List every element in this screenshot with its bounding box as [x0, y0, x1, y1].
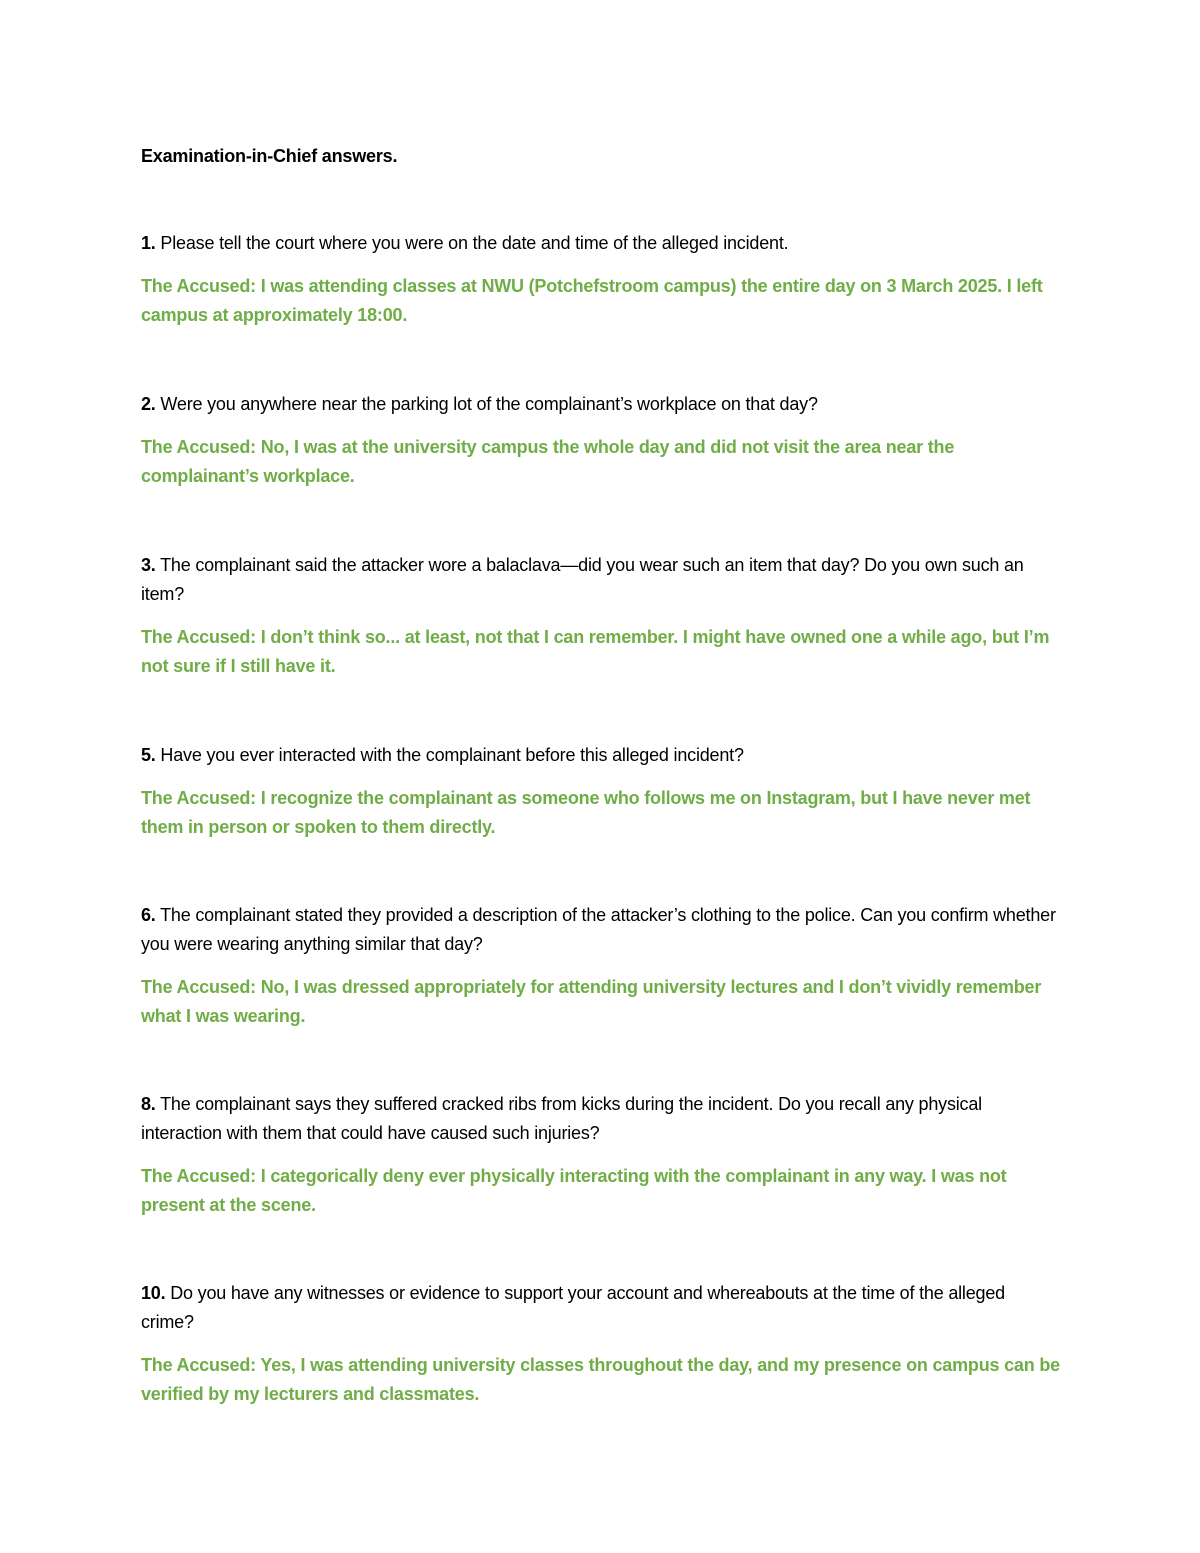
question-6: [141, 901, 1061, 959]
answer-5: The Accused: I recognize the complainant as someone who follows me on Instagram, but I have never met them in person or spoken to them directly.: [141, 788, 1031, 837]
document-title: Examination-in-Chief answers.: [141, 146, 398, 166]
qa-item-2: [141, 390, 1061, 491]
question-text: Have you ever interacted with the complainant before this alleged incident?: [155, 745, 744, 765]
qa-item-8: [141, 1090, 1061, 1220]
answer-2: The Accused: No, I was at the university campus the whole day and did not visit the area near the complainant’s workplace.: [141, 437, 955, 486]
qa-item-6: [141, 901, 1061, 1031]
question-number: 8.: [141, 1094, 156, 1114]
answer-1: The Accused: I was attending classes at NWU (Potchefstroom campus) the entire day on 3 March 2025. I left campus at approximately 18:00.: [141, 276, 1043, 325]
qa-item-10: [141, 1279, 1061, 1409]
question-number: 10.: [141, 1283, 166, 1303]
answer-6: The Accused: No, I was dressed appropriately for attending university lectures and I don’t vividly remember what I was wearing.: [141, 977, 1042, 1026]
question-3: [141, 551, 1061, 609]
question-text: Do you have any witnesses or evidence to support your account and whereabouts at the time of the alleged crime?: [141, 1283, 1005, 1332]
question-number: 1.: [141, 233, 156, 253]
question-number: 3.: [141, 555, 156, 575]
question-number: 2.: [141, 394, 156, 414]
question-text: The complainant says they suffered cracked ribs from kicks during the incident. Do you recall any physical interaction with them that could have caused such injuries?: [141, 1094, 982, 1143]
question-text: The complainant stated they provided a description of the attacker’s clothing to the police. Can you confirm whether you were wearing anything similar that day?: [141, 905, 1056, 954]
qa-item-1: [141, 229, 1061, 330]
qa-item-5: [141, 741, 1061, 842]
question-8: [141, 1090, 1061, 1148]
answer-10: The Accused: Yes, I was attending university classes throughout the day, and my presence on campus can be verified by my lecturers and classmates.: [141, 1355, 1060, 1404]
answer-3: The Accused: I don’t think so... at least, not that I can remember. I might have owned one a while ago, but I’m not sure if I still have it.: [141, 627, 1050, 676]
question-2: [141, 390, 1061, 419]
answer-8: The Accused: I categorically deny ever physically interacting with the complainant in any way. I was not present at the scene.: [141, 1166, 1007, 1215]
question-10: [141, 1279, 1061, 1337]
question-number: 5.: [141, 745, 156, 765]
question-text: Were you anywhere near the parking lot of the complainant’s workplace on that day?: [155, 394, 818, 414]
question-text: Please tell the court where you were on the date and time of the alleged incident.: [155, 233, 789, 253]
question-number: 6.: [141, 905, 156, 925]
question-5: [141, 741, 1061, 770]
qa-item-3: [141, 551, 1061, 681]
question-1: [141, 229, 1061, 258]
question-text: The complainant said the attacker wore a balaclava—did you wear such an item that day? Do you own such an item?: [141, 555, 1024, 604]
